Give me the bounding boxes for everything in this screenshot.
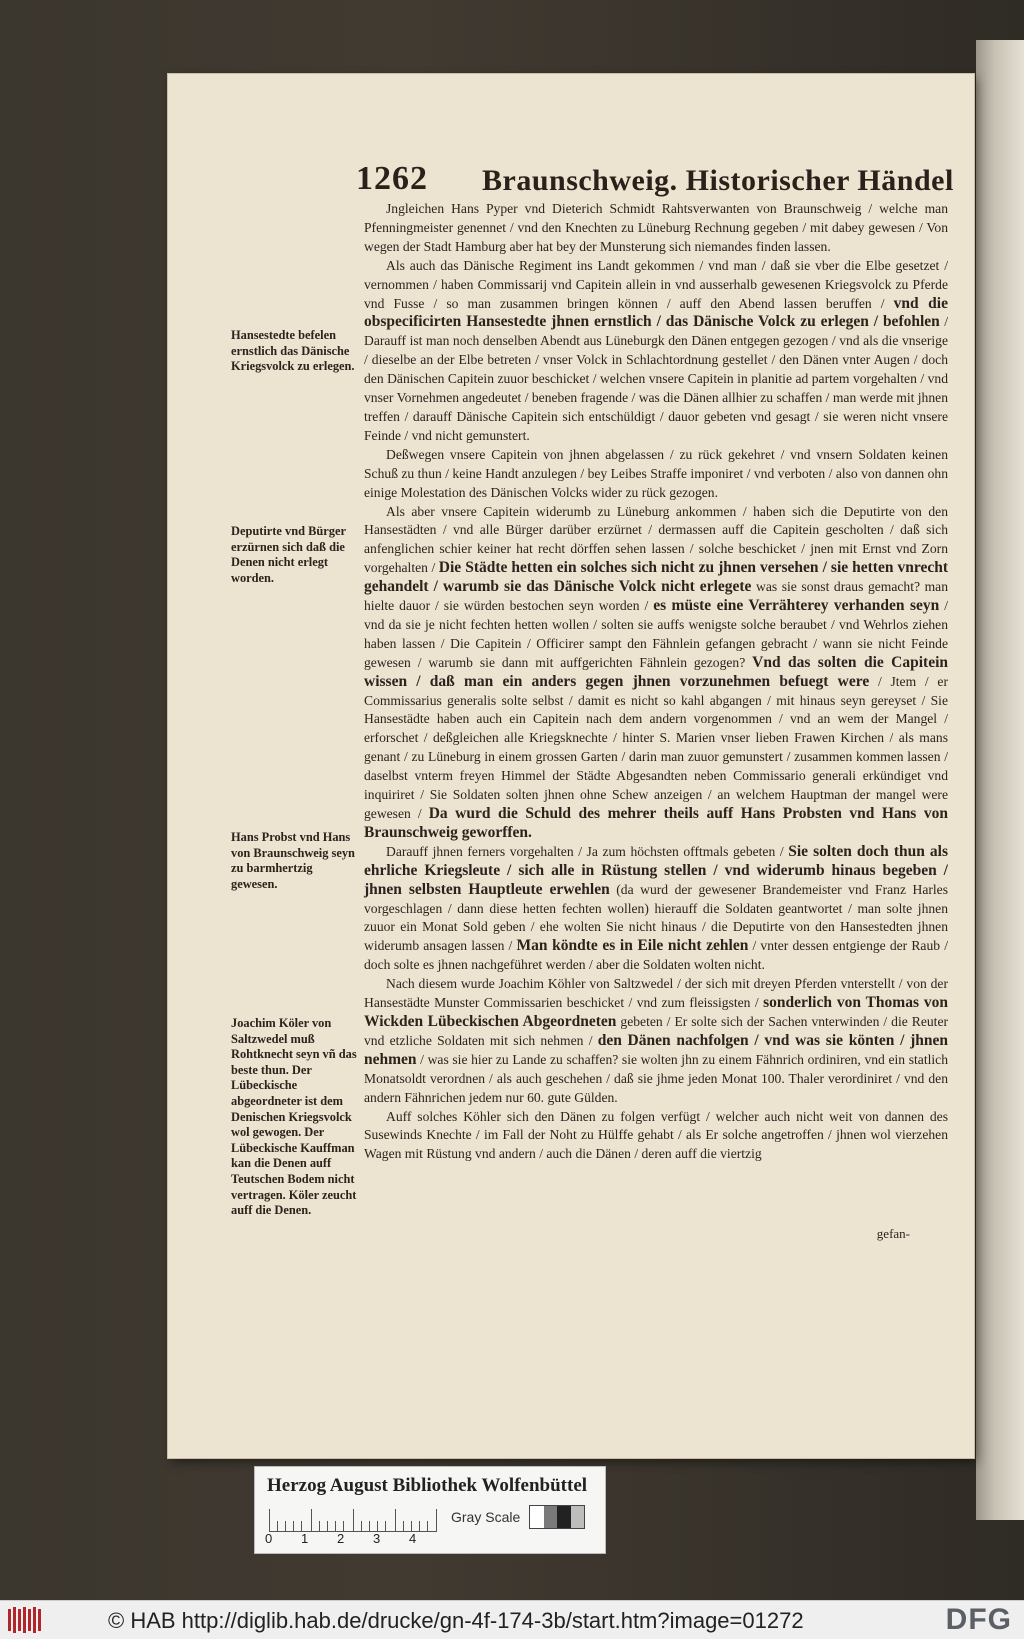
- ruler-numbers: 0 1 2 3 4: [265, 1531, 417, 1546]
- margin-note: Hans Probst vnd Hans von Braunschweig seyn zu barmhertzig gewesen.: [231, 830, 355, 891]
- margin-note: Joachim Köler von Saltzwedel muß Rohtknecht seyn vñ das beste thun. Der Lübeckische abgeordneter ist dem Denischen Kriegsvolck wol gewogen. Der Lübeckische Kauffman kan die Denen auff Teutschen Bodem nicht vertragen. Köler zeucht auff die Denen.: [231, 1016, 357, 1218]
- library-color-card: [254, 1466, 606, 1554]
- main-text: [364, 200, 948, 1164]
- margin-note: Hansestedte befelen ernstlich das Dänische Kriegsvolck zu erlegen.: [231, 328, 355, 374]
- paragraph: Als auch das Dänische Regiment ins Landt gekommen / vnd man / daß sie vber die Elbe gesetzet / vernommen / haben Commissarij vnd Capitein allein in vnd ausserhalb gewesenen Kriegsvolck zu Pferde vnd Fusse / so man zusammen bringen können / auff den Abend lassen beruffen / vnd die obspecificirten Hansestedte jhnen ernstlich / das Dänische Volck zu erlegen / befohlen / Darauff ist man noch denselben Abendt aus Lüneburgk den Dänen entgegen gezogen / vnd als die vnserige / dieselbe an der Elbe betreten / vnser Volck in Schlachtordnung gestellet / den Dänen vnter Augen / doch den Dänischen Capitein zuuor beschicket / welchen vnsere Capitein in planitie ad partem vorgehalten / vnd vnser Vornehmen angedeutet / beneben fragende / was die Dänen allhier zu schaffen / man werde mit jhnen treffen / darauff Dänische Capitein sich entschüldigt / dauor gebeten vnd gesagt / sie weren nicht vnsere Feinde / vnd nicht gemunstert.: [364, 257, 948, 443]
- running-title: Braunschweig. Historischer Händel: [482, 164, 954, 197]
- margin-note: Deputirte vnd Bürger erzürnen sich daß die Denen nicht erlegt worden.: [231, 524, 346, 585]
- hab-logo-icon: [6, 1605, 46, 1635]
- source-url[interactable]: © HAB http://diglib.hab.de/drucke/gn-4f-174-3b/start.htm?image=01272: [108, 1608, 804, 1633]
- paragraph: Jngleichen Hans Pyper vnd Dieterich Schmidt Rahtsverwanten von Braunschweig / welche man Pfenningmeister genennet / vnd den Knechten zu Lüneburg Rechnung gegeben / mit dabey gewesen / Von wegen der Stadt Hamburg aber hat bey der Munsterung sich niemandes finden lassen.: [364, 201, 948, 254]
- paragraph: Als aber vnsere Capitein widerumb zu Lüneburg ankommen / haben sich die Deputirte von den Hansestädten / vnd alle Bürger darüber erzürnet / dermassen auff die Capitein gescholten / daß sich anfenglichen schier keiner hat recht dörffen sehen lassen / solche beschicket / jnen mit Ernst vnd Zorn vorgehalten / Die Städte hetten ein solches sich nicht zu jhnen versehen / sie hetten vnrecht gehandelt / warumb sie das Dänische Volck nicht erlegete was sie sonst draus gemacht? man hielte dauor / sie würden bestochen seyn worden / es müste eine Verrähterey verhanden seyn / vnd da sie je nicht fechten hetten wollen / solten sie auffs wenigste solche beraubet / vnd Wehrlos ziehen haben lassen / Die Capitein / Officirer sampt den Fähnlein gefangen gebracht / wann sie nicht Feinde gewesen / warumb sie dann mit auffgerichten Fähnlein gezogen? Vnd das solten die Capitein wissen / daß man ein anders gegen jhnen vorzunehmen befuegt were / Jtem / er Commissarius generalis solte selbst / damit es nicht so kahl abgangen / mit hinaus seyn gereyset / Sie Hansestädte haben auch ein Capitein nach dem andern vorgenommen / vnd an wem der Mangel / erforschet / deßgleichen alle Kriegsknechte / hinter S. Marien vnser lieben Frawen Kirchen / als mans genant / zu Lüneburg in einem grossen Garten / darin man zuuor gemunstert / zusammen kommen lassen / daselbst vnterm freyen Himmel der Städte Abgesandten neben Commissario generali erkündiget vnd inquiriret / Sie Soldaten solten jhnen ohne Schew anzeigen / an welchem Hauptman der mangel were gewesen / Da wurd die Schuld des mehrer theils auff Hans Probsten vnd Hans von Braunschweig geworffen.: [364, 503, 948, 841]
- scale-ruler: [269, 1507, 437, 1532]
- catchword: gefan-: [876, 1226, 910, 1241]
- page-number: 1262: [356, 160, 428, 197]
- footer-bar: [0, 1600, 1024, 1639]
- dfg-logo: DFG: [945, 1603, 1012, 1636]
- paragraph: Deßwegen vnsere Capitein von jhnen abgelassen / zu rück gekehret / vnd vnsern Soldaten keinen Schuß zu thun / keine Handt anzulegen / bey Leibes Straffe imponiret / vnd verboten / also von dannen ohn einige Molestation des Dänischen Volcks wider zu rück gezogen.: [364, 446, 948, 500]
- gray-scale-label: Gray Scale: [451, 1509, 521, 1525]
- paragraph: Auff solches Köhler sich den Dänen zu folgen verfügt / welcher auch nicht weit von dannen des Susewinds Knechte / im Fall der Noht zu Hülffe gehabt / als Er solche angetroffen / jhnen wol vierzehen Wagen mit Rüstung vnd andern / auch die Dänen / deren auff die viertzig: [364, 1108, 948, 1162]
- gray-scale-swatch: [529, 1505, 585, 1529]
- adjacent-page-edge: [976, 40, 1024, 1520]
- page-header: [356, 154, 966, 198]
- paragraph: Darauff jhnen ferners vorgehalten / Ja zum höchsten offtmals gebeten / Sie solten doch thun als ehrliche Kriegsleute / sich alle in Rüstung stellen / vnd widerumb hinaus begeben / jhnen selbsten Hauptleute erwehlen (da wurd der gewesener Brandemeister vnd Franz Harles vorgeschlagen / dann diese hetten fechten wollen) hierauff die Soldaten geantwortet / man solte jhnen zuuor ein Monat Sold geben / ehe wolten Sie nicht hinaus / die Deputirte von den Hansestedten jhnen widerumb ansagen lassen / Man köndte es in Eile nicht zehlen / vnter dessen entgienge der Raub / doch solte es jhnen nachgeführet werden / aber die Soldaten wolten nicht.: [364, 842, 949, 973]
- paragraph: Nach diesem wurde Joachim Köhler von Saltzwedel / der sich mit dreyen Pferden vnterstellt / von der Hansestädte Munster Commissarien beschicket / vnd zum fleissigsten / sonderlich von Thomas von Wickden Lübeckischen Abgeordneten gebeten / Er solte sich der Sachen vnterwinden / die Reuter vnd etzliche Soldaten mit sich nehmen / den Dänen nachfolgen / vnd was sie könten / jhnen nehmen / was sie hier zu Lande zu schaffen? sie wolten jhn zu einem Fähnrich ordiniren, vnd ein statlich Monatsoldt verordnen / als auch geschehen / daß sie jhme jeden Monat 100. Thaler verordiniret / vnd den andern Fähnrichen jedem nur 60. gute Gülden.: [364, 976, 949, 1105]
- library-name: Herzog August Bibliothek Wolfenbüttel: [267, 1475, 588, 1496]
- book-page: [168, 74, 974, 1458]
